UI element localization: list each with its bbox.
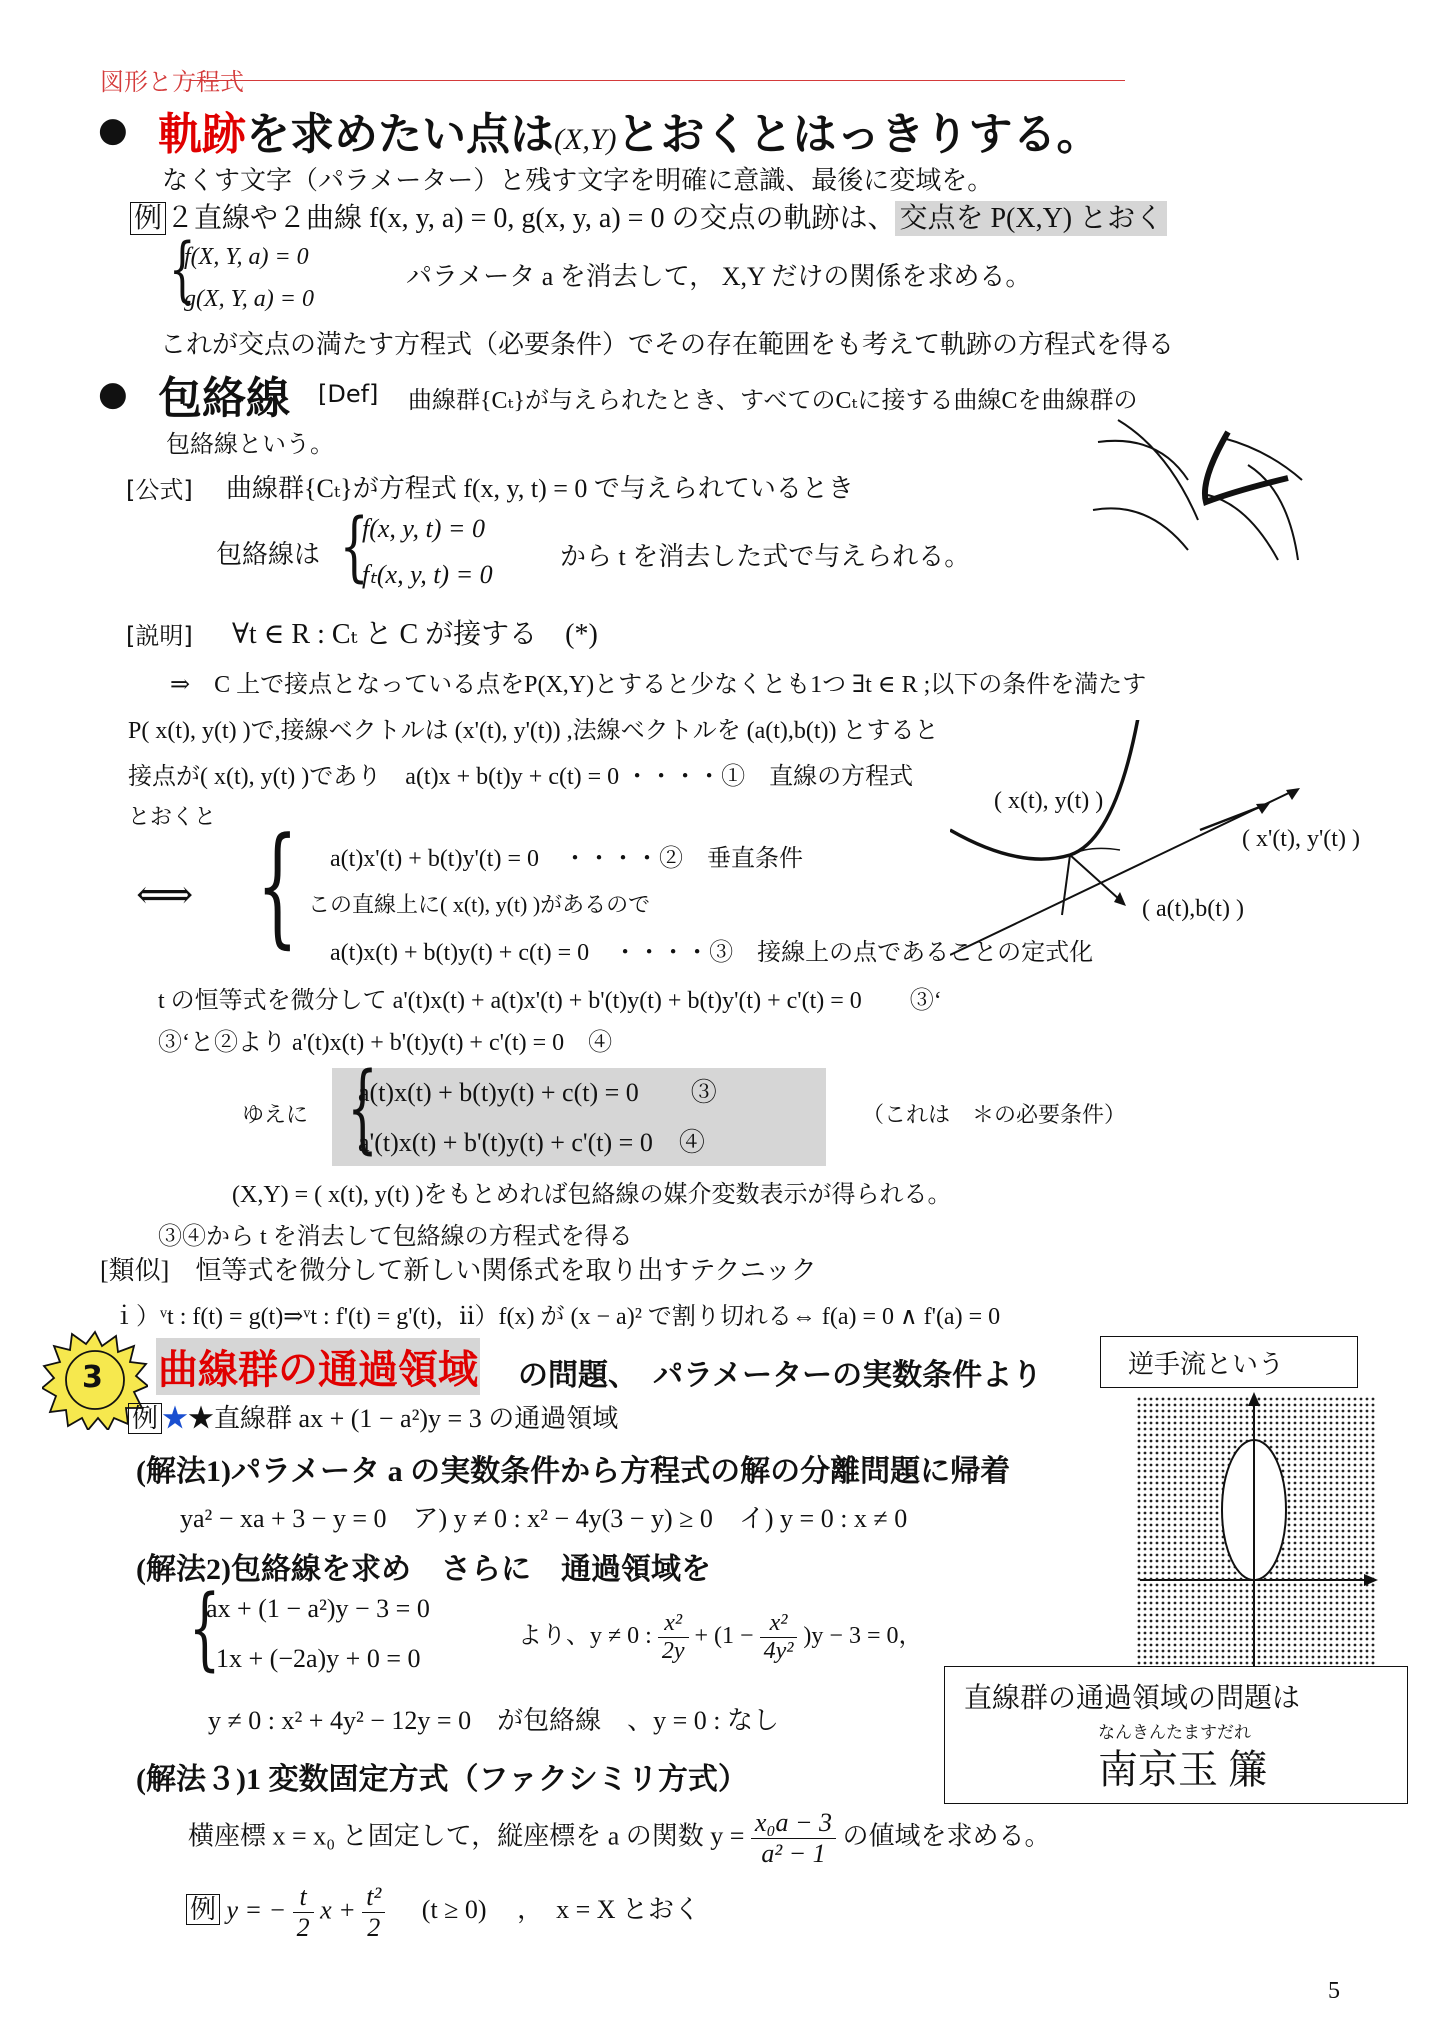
m2-derive	[518, 1610, 922, 1665]
brace: {	[347, 1052, 378, 1164]
ex2-mid: x +	[320, 1895, 356, 1925]
header-title: 図形と方程式	[100, 70, 244, 96]
frac-den: a² − 1	[761, 1839, 826, 1868]
l7: (X,Y) = ( x(t), y(t) )をもとめれば包絡線の媒介変数表示が得られる。	[232, 1182, 952, 1208]
env-note: から t を消去した式で与えられる。	[560, 542, 971, 571]
fig-normal-label: ( a(t),b(t) )	[1142, 896, 1244, 922]
m2-end: )y − 3 = 0，	[803, 1623, 923, 1650]
sec1-example-text: ２直線や２曲線 f(x, y, a) = 0, g(x, y, a) = 0 の交点の軌跡は、	[166, 203, 896, 234]
frac-num: x²	[760, 1610, 798, 1638]
iff-symbol: ⟺	[136, 872, 194, 918]
example-label: 例	[128, 1403, 162, 1434]
bullet: ●	[98, 110, 128, 150]
fraction	[760, 1610, 798, 1665]
formula-label: [公式]	[126, 476, 193, 504]
fraction	[293, 1882, 314, 1943]
frac-den: 4y²	[763, 1638, 794, 1664]
sec1-sys1: f(X, Y, a) = 0	[184, 244, 309, 270]
ruiji2: ｉ）ᵛt : f(t) = g(t)⇒ᵛt : f'(t) = g'(t)，ⅱ）f(x) が (x − a)² で割り切れる⇔ f(a) = 0 ∧ f'(a) = 0	[112, 1304, 1001, 1330]
note-big: 南京玉 簾	[1098, 1747, 1268, 1792]
box-eq4: a'(t)x(t) + b'(t)y(t) + c'(t) = 0 ④	[358, 1128, 705, 1157]
sec3-title-rest: の問題、 パラメーターの実数条件より	[518, 1359, 1043, 1392]
fraction	[751, 1808, 836, 1869]
l8: ③④から t を消去して包絡線の方程式を得る	[158, 1224, 633, 1250]
frac-den: 2	[367, 1913, 381, 1942]
box-note: （これは ＊の必要条件）	[862, 1102, 1127, 1127]
frac-num: t²	[362, 1882, 385, 1913]
brace: {	[256, 809, 299, 961]
fig-point-label: ( x(t), y(t) )	[994, 788, 1104, 814]
sec1-example-highlight: 交点を P(X,Y) とおく	[895, 201, 1167, 236]
m3-end: の値域を求める。	[842, 1821, 1051, 1851]
sec3-title	[156, 1338, 480, 1395]
l3: 接点が( x(t), y(t) )であり a(t)x + b(t)y + c(t) = 0 ・・・・① 直線の方程式	[128, 764, 914, 790]
sec3-title-red: 曲線群の通過領域	[158, 1346, 478, 1393]
env-label: 包絡線は	[216, 540, 321, 569]
m2-mid: + (1 −	[694, 1623, 754, 1650]
formula-text: 曲線群{Cₜ}が方程式 f(x, y, t) = 0 で与えられているとき	[226, 474, 854, 503]
note-title: 直線群の通過領域の問題は	[964, 1683, 1301, 1714]
frac-den: 2y	[661, 1638, 685, 1664]
m2-sys2: 1x + (−2a)y + 0 = 0	[216, 1644, 421, 1673]
method2: (解法2)包絡線を求め さらに 通過領域を	[136, 1553, 711, 1586]
def-label: [Def]	[318, 380, 379, 408]
frac-num: x₀a − 3	[751, 1808, 836, 1839]
l5: t の恒等式を微分して a'(t)x(t) + a(t)x'(t) + b'(t)y(t) + b(t)y'(t) + c'(t) = 0 ③‘	[158, 988, 942, 1014]
header-rule	[190, 80, 1125, 81]
brace: {	[339, 501, 369, 590]
ex2-cond: (t ≥ 0)	[421, 1895, 487, 1925]
ex2-line	[186, 1882, 700, 1943]
sec1-example	[130, 196, 1167, 236]
example-label: 例	[186, 1894, 220, 1925]
sec1-title-rest: を求めたい点は	[246, 109, 554, 160]
sec1-title	[158, 98, 1101, 162]
eq-mid: この直線上に( x(t), y(t) )があるので	[308, 892, 651, 917]
m3-text: 横座標 x = x₀ と固定して，縦座標を a の関数 y =	[188, 1821, 745, 1851]
ex2-y: y = −	[226, 1895, 287, 1925]
def-text: 曲線群{Cₜ}が与えられたとき、すべてのCₜに接する曲線Cを曲線群の	[408, 388, 1138, 414]
ex2-end: ， x = X とおく	[517, 1895, 701, 1925]
l6: ③‘と②より a'(t)x(t) + b'(t)y(t) + c'(t) = 0 ④	[158, 1030, 613, 1056]
envelope-figure	[1088, 410, 1308, 570]
yue-label: ゆえに	[242, 1102, 309, 1127]
eq3: a(t)x(t) + b(t)y(t) + c(t) = 0 ・・・・③ 接線上の点であることの定式化	[330, 940, 1094, 966]
sec1-title-end: とおくとはっきりする。	[616, 109, 1101, 160]
note-ruby: なんきんたますだれ	[1098, 1723, 1251, 1742]
sec3-example-text: ★直線群 ax + (1 − a²)y = 3 の通過領域	[188, 1404, 619, 1433]
callout-text: 逆手流という	[1128, 1350, 1285, 1379]
expl-label: [説明]	[126, 622, 193, 650]
method3: (解法３)1 変数固定方式（ファクシミリ方式）	[136, 1763, 748, 1796]
m2-result: y ≠ 0 : x² + 4y² − 12y = 0 が包絡線 、y = 0 : なし	[208, 1706, 779, 1735]
sec1-line-end: これが交点の満たす方程式（必要条件）でその存在範囲をも考えて軌跡の方程式を得る	[160, 330, 1175, 359]
l4: とおくと	[128, 804, 217, 829]
sec1-title-red: 軌跡	[158, 109, 246, 160]
bullet: ●	[98, 374, 128, 414]
fig-tangent-label: ( x'(t), y'(t) )	[1242, 826, 1360, 852]
env1: f(x, y, t) = 0	[362, 514, 485, 543]
eq2: a(t)x'(t) + b(t)y'(t) = 0 ・・・・② 垂直条件	[330, 846, 803, 872]
m2-yori: より、y ≠ 0 :	[518, 1623, 652, 1650]
m2-sys1: ax + (1 − a²)y − 3 = 0	[206, 1594, 430, 1623]
fraction	[362, 1882, 385, 1943]
method1: (解法1)パラメータ a の実数条件から方程式の解の分離問題に帰着	[136, 1455, 1011, 1488]
frac-den: 2	[296, 1913, 310, 1942]
brace: {	[168, 228, 196, 310]
sec1-title-xy: (X,Y)	[554, 123, 617, 156]
frac-num: t	[293, 1882, 314, 1913]
def-text2: 包絡線という。	[166, 432, 334, 458]
l2: P( x(t), y(t) )で,接線ベクトルは (x'(t), y'(t)) ,法線ベクトルを (a(t),b(t)) とすると	[128, 718, 939, 744]
sec3-example	[128, 1398, 618, 1435]
sec1-sys-note: パラメータ a を消去して， X,Y だけの関係を求める。	[406, 262, 1032, 291]
ruiji: [類似] 恒等式を微分して新しい関係式を取り出すテクニック	[100, 1256, 817, 1285]
box-eq3: a(t)x(t) + b(t)y(t) + c(t) = 0 ③	[358, 1078, 717, 1107]
fraction	[658, 1610, 689, 1665]
sec1-sys2: g(X, Y, a) = 0	[184, 286, 314, 312]
brace: {	[188, 1576, 221, 1681]
frac-num: x²	[658, 1610, 689, 1638]
sec2-title: 包絡線	[158, 373, 290, 424]
sec1-line1: なくす文字（パラメーター）と残す文字を明確に意識、最後に変域を。	[162, 166, 994, 195]
region-figure	[1130, 1390, 1380, 1690]
m3-line	[188, 1808, 1051, 1869]
l1: ⇒ C 上で接点となっている点をP(X,Y)とすると少なくとも1つ ∃t ∈ R ;以下の条件を満たす	[170, 672, 1147, 698]
section-badge-number: 3	[82, 1360, 103, 1395]
page-number: 5	[1328, 1978, 1340, 2004]
star-icon: ★	[162, 1404, 189, 1433]
example-label: 例	[130, 202, 166, 235]
env2: fₜ(x, y, t) = 0	[362, 560, 493, 589]
method1-eq: ya² − xa + 3 − y = 0 ア) y ≠ 0 : x² − 4y(3 − y) ≥ 0 イ) y = 0 : x ≠ 0	[180, 1504, 908, 1533]
expl-text: ∀t ∈ R : Cₜ と C が接する (*)	[232, 619, 598, 650]
